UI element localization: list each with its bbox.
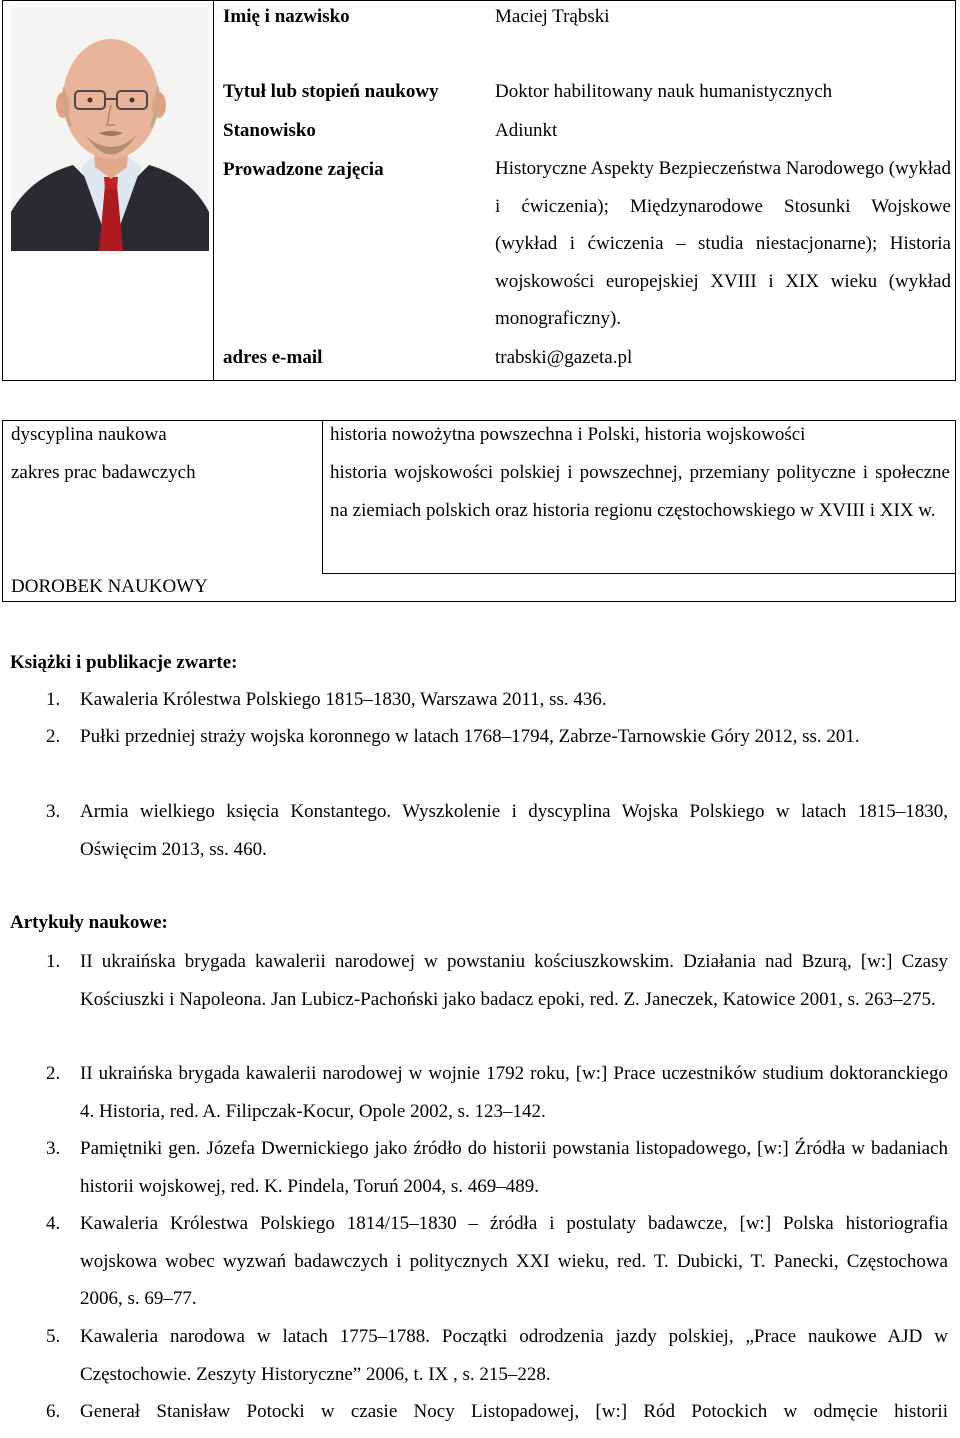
list-item bbox=[46, 1393, 948, 1431]
list-item bbox=[46, 681, 948, 719]
list-number: 1. bbox=[46, 951, 61, 972]
list-item bbox=[46, 1055, 948, 1130]
output-label: DOROBEK NAUKOWY bbox=[11, 576, 208, 597]
table-divider bbox=[322, 421, 323, 573]
position-label: Stanowisko bbox=[223, 120, 316, 141]
table-divider bbox=[213, 1, 214, 380]
list-number: 4. bbox=[46, 1213, 61, 1234]
list-number: 2. bbox=[46, 726, 61, 747]
list-text: Pułki przedniej straży wojska koronnego w latach 1768–1794, Zabrze-Tarnowskie Góry 2012, ss. 201. bbox=[80, 726, 860, 747]
list-text: Kawaleria Królestwa Polskiego 1815–1830, Warszawa 2011, ss. 436. bbox=[80, 689, 607, 710]
portrait-photo bbox=[11, 7, 209, 251]
position-value: Adiunkt bbox=[495, 120, 558, 141]
list-item bbox=[46, 943, 948, 1018]
books-heading: Książki i publikacje zwarte: bbox=[10, 652, 238, 673]
name-label: Imię i nazwisko bbox=[223, 6, 350, 27]
list-number: 3. bbox=[46, 1138, 61, 1159]
list-item bbox=[46, 793, 948, 868]
list-item bbox=[46, 718, 948, 756]
classes-label: Prowadzone zajęcia bbox=[223, 159, 384, 180]
list-text: II ukraińska brygada kawalerii narodowej w powstaniu kościuszkowskim. Działania nad Bzurą, [w:] Czasy Kościuszki i Napoleona. Jan Lubicz-Pachoński jako badacz epoki, red. Z. Janeczek, Katowice 2001, s. 263–275. bbox=[80, 951, 948, 1010]
classes-value: Historyczne Aspekty Bezpieczeństwa Narodowego (wykład i ćwiczenia); Międzynarodowe Stosunki Wojskowe (wykład i ćwiczenia – studia niestacjonarne); Historia wojskowości europejskiej XVIII i XIX wieku (wykład monograficzny). bbox=[495, 158, 951, 329]
discipline-label: dyscyplina naukowa bbox=[11, 424, 167, 445]
list-item bbox=[46, 1130, 948, 1205]
list-number: 2. bbox=[46, 1063, 61, 1084]
list-text: Kawaleria Królestwa Polskiego 1814/15–1830 – źródła i postulaty badawcze, [w:] Polska historiografia wojskowa wobec wyzwań badawczych i politycznych XXI wieku, red. T. Dubicki, T. Panecki, Częstochowa 2006, s. 69–77. bbox=[80, 1213, 948, 1309]
title-label: Tytuł lub stopień naukowy bbox=[223, 81, 439, 102]
list-text: Armia wielkiego księcia Konstantego. Wyszkolenie i dyscyplina Wojska Polskiego w latach 1815–1830, Oświęcim 2013, ss. 460. bbox=[80, 801, 948, 860]
name-value: Maciej Trąbski bbox=[495, 6, 610, 27]
list-text: II ukraińska brygada kawalerii narodowej w wojnie 1792 roku, [w:] Prace uczestników studium doktoranckiego 4. Historia, red. A. Filipczak-Kocur, Opole 2002, s. 123–142. bbox=[80, 1063, 948, 1122]
title-value: Doktor habilitowany nauk humanistycznych bbox=[495, 81, 833, 102]
scope-value: historia wojskowości polskiej i powszechnej, przemiany polityczne i społeczne na ziemiach polskich oraz historia regionu częstochowskiego w XVIII i XIX w. bbox=[330, 462, 950, 521]
list-item bbox=[46, 1205, 948, 1318]
table-divider bbox=[322, 573, 955, 574]
list-number: 1. bbox=[46, 689, 61, 710]
profile-table bbox=[2, 0, 956, 381]
list-text: Generał Stanisław Potocki w czasie Nocy Listopadowej, [w:] Ród Potockich w odmęcie historii bbox=[80, 1401, 948, 1422]
list-number: 5. bbox=[46, 1326, 61, 1347]
portrait-image bbox=[11, 7, 209, 251]
discipline-value: historia nowożytna powszechna i Polski, historia wojskowości bbox=[330, 424, 806, 445]
list-text: Pamiętniki gen. Józefa Dwernickiego jako źródło do historii powstania listopadowego, [w:] Źródła w badaniach historii wojskowej, red. K. Pindela, Toruń 2004, s. 469–489. bbox=[80, 1138, 948, 1197]
list-text: Kawaleria narodowa w latach 1775–1788. Początki odrodzenia jazdy polskiej, „Prace naukowe AJD w Częstochowie. Zeszyty Historyczne” 2006, t. IX , s. 215–228. bbox=[80, 1326, 948, 1385]
email-link[interactable]: trabski@gazeta.pl bbox=[495, 347, 633, 368]
email-label: adres e-mail bbox=[223, 347, 323, 368]
scope-label: zakres prac badawczych bbox=[11, 462, 196, 483]
list-item bbox=[46, 1318, 948, 1393]
list-number: 3. bbox=[46, 801, 61, 822]
articles-heading: Artykuły naukowe: bbox=[10, 912, 168, 933]
research-field-table bbox=[2, 420, 956, 602]
list-number: 6. bbox=[46, 1401, 61, 1422]
